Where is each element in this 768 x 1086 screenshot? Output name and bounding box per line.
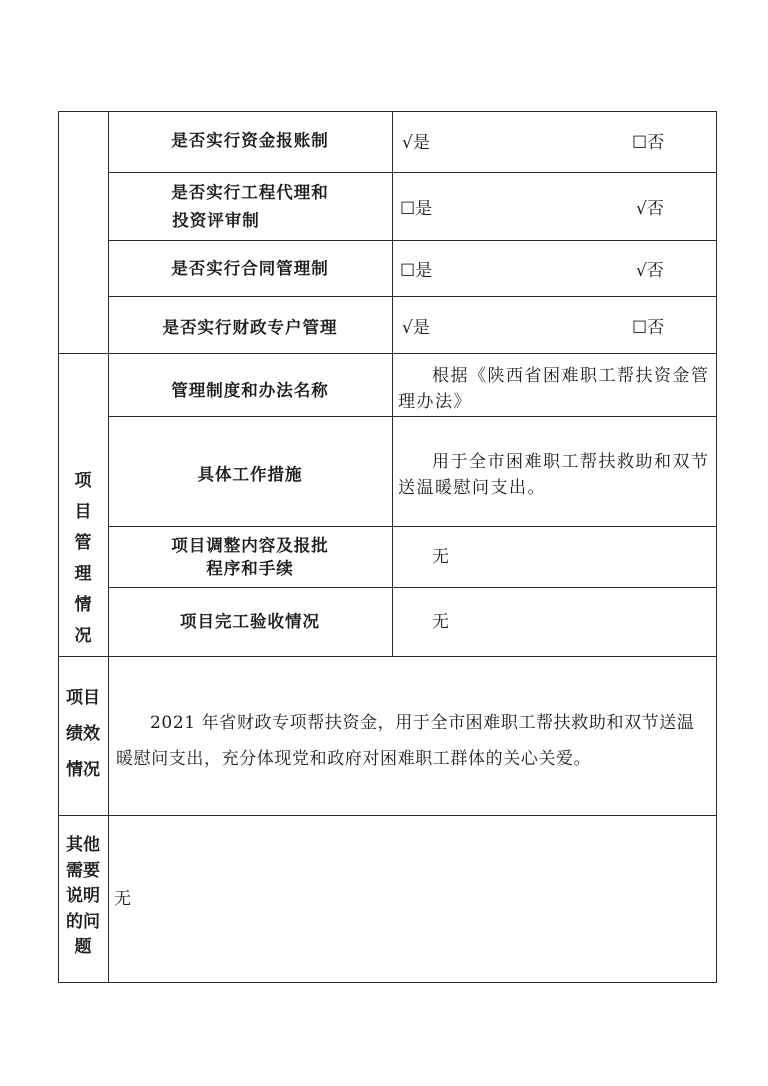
row-label: 投资评审制 <box>172 211 260 230</box>
row-divider <box>108 526 717 527</box>
no-option: √否 <box>636 261 664 281</box>
section-char: 情 <box>74 595 92 615</box>
section-divider <box>58 353 717 354</box>
row-value: 用于全市困难职工帮扶救助和双节送温暖慰问支出。 <box>398 452 710 498</box>
row-label: 程序和手续 <box>206 559 294 578</box>
section-line: 绩效 <box>66 724 100 744</box>
row-label: 项目完工验收情况 <box>180 612 320 631</box>
no-option: √否 <box>636 199 664 219</box>
row-label: 是否实行工程代理和 <box>171 183 329 202</box>
section-line: 说明 <box>66 886 100 906</box>
row-value: 根据《陕西省困难职工帮扶资金管理办法》 <box>398 366 710 412</box>
table-border-top <box>58 111 717 112</box>
row-label: 是否实行资金报账制 <box>171 131 329 150</box>
section-label-project-management <box>58 466 108 652</box>
section-line: 情况 <box>66 760 100 780</box>
yes-option: √是 <box>402 133 430 153</box>
row-label: 是否实行财政专户管理 <box>162 318 338 337</box>
row-label: 具体工作措施 <box>197 465 303 484</box>
table-border-bottom <box>58 982 717 983</box>
no-option: ☐否 <box>632 318 665 338</box>
row-divider <box>108 296 717 297</box>
row-divider <box>108 416 717 417</box>
section-line: 项目 <box>66 688 100 708</box>
yes-option: ☐是 <box>400 199 433 219</box>
section-line: 题 <box>74 937 92 957</box>
row-divider <box>108 587 717 588</box>
section-divider <box>58 815 717 816</box>
section-label-other <box>58 833 108 961</box>
row-value: 无 <box>432 612 449 632</box>
column-divider <box>392 111 393 656</box>
section-divider <box>58 656 717 657</box>
section-char: 项 <box>74 471 92 491</box>
section-line: 其他 <box>66 835 100 855</box>
no-option: ☐否 <box>632 133 665 153</box>
row-label: 项目调整内容及报批 <box>171 536 329 555</box>
row-label: 是否实行合同管理制 <box>171 259 329 278</box>
row-value: 无 <box>432 547 449 567</box>
row-divider <box>108 172 717 173</box>
section-char: 况 <box>74 626 92 646</box>
table-border-right <box>716 111 717 983</box>
other-text: 无 <box>114 889 131 909</box>
row-divider <box>108 240 717 241</box>
section-char: 目 <box>74 502 92 522</box>
section-char: 理 <box>74 564 92 584</box>
yes-option: ☐是 <box>400 261 433 281</box>
yes-option: √是 <box>402 318 430 338</box>
row-label: 管理制度和办法名称 <box>171 381 329 400</box>
section-line: 的问 <box>66 911 100 932</box>
section-char: 管 <box>74 533 92 553</box>
section-line: 需要 <box>66 860 100 881</box>
section-label-performance <box>58 680 108 788</box>
performance-text: 2021 年省财政专项帮扶资金，用于全市困难职工帮扶救助和双节送温暖慰问支出，充分体现党和政府对困难职工群体的关心关爱。 <box>116 713 695 769</box>
